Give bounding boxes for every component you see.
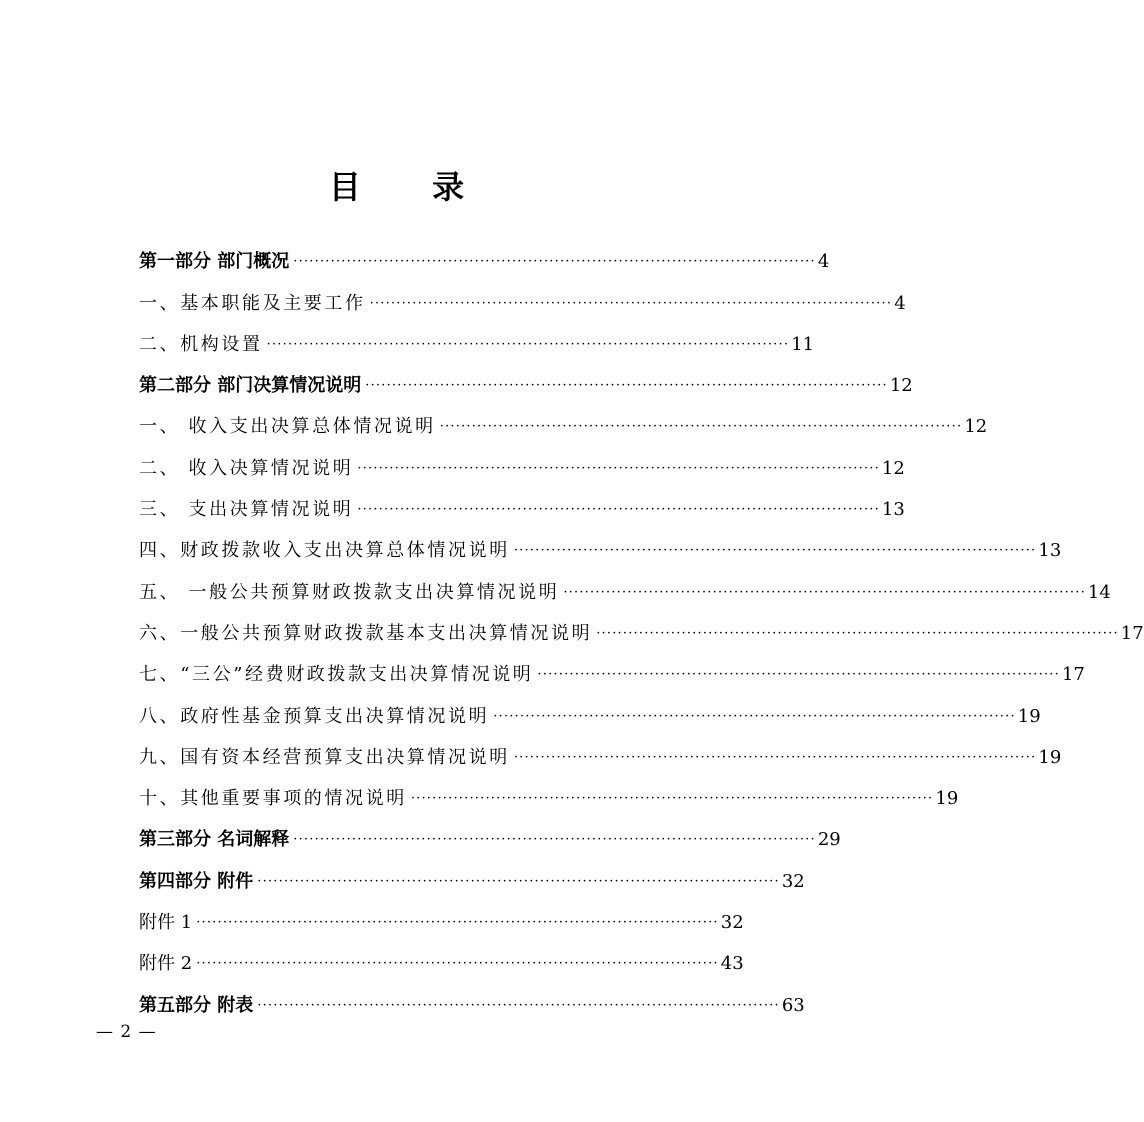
toc-entry[interactable] (139, 935, 744, 976)
toc-entry[interactable] (139, 439, 905, 480)
toc-entry-label: 一、基本职能及主要工作 (139, 292, 366, 314)
toc-entry-page: 19 (935, 788, 959, 810)
toc-entry-label: 第四部分 附件 (139, 870, 254, 892)
toc-entry[interactable] (139, 976, 805, 1017)
toc-leader-dots: ·································································································· (596, 625, 1119, 641)
toc-entry-label: 二、机构设置 (139, 333, 263, 355)
toc-leader-dots: ·································································································· (537, 667, 1060, 683)
toc-leader-dots: ·································································································· (257, 997, 780, 1013)
toc-entry[interactable] (139, 274, 906, 315)
toc-leader-dots: ·································································································· (293, 254, 816, 270)
toc-entry-page: 12 (964, 416, 988, 438)
toc-entry-page: 13 (881, 499, 905, 521)
toc-entry[interactable] (139, 481, 905, 522)
toc-entry-label: 三、 支出决算情况说明 (139, 499, 354, 521)
toc-entry-label: 一、 收入支出决算总体情况说明 (139, 416, 436, 438)
toc-entry[interactable] (139, 811, 841, 852)
toc-entry-label: 第二部分 部门决算情况说明 (139, 375, 362, 397)
toc-entry-page: 14 (1087, 581, 1111, 603)
toc-leader-dots: ·································································································· (266, 336, 790, 352)
toc-leader-dots: ·································································································· (293, 832, 816, 848)
toc-leader-dots: ·································································································· (513, 749, 1037, 765)
toc-entry[interactable] (139, 687, 1041, 728)
toc-entry-page: 19 (1038, 746, 1062, 768)
toc-entry-page: 4 (817, 251, 830, 273)
toc-entry-label: 八、政府性基金预算支出决算情况说明 (139, 705, 490, 727)
toc-entry-label: 第一部分 部门概况 (139, 251, 290, 273)
toc-entry-label: 六、一般公共预算财政拨款基本支出决算情况说明 (139, 622, 593, 644)
toc-entry-page: 32 (720, 912, 744, 934)
toc-entry[interactable] (139, 729, 1062, 770)
toc-entry-label: 附件 1 (139, 912, 193, 934)
toc-entry[interactable] (139, 522, 1062, 563)
toc-entry-label: 十、其他重要事项的情况说明 (139, 788, 407, 810)
toc-entry[interactable] (139, 563, 1111, 604)
toc-entry-page: 43 (720, 953, 744, 975)
toc-entry-label: 二、 收入决算情况说明 (139, 457, 354, 479)
toc-leader-dots: ·································································································· (196, 915, 719, 931)
toc-entry[interactable] (139, 233, 830, 274)
toc-leader-dots: ·································································································· (357, 502, 880, 518)
toc-entry-page: 13 (1038, 540, 1062, 562)
page-number: — 2 — (96, 1022, 157, 1042)
toc-entry-label: 四、财政拨款收入支出决算总体情况说明 (139, 540, 510, 562)
toc-entry-page: 29 (817, 829, 841, 851)
toc-entry-page: 19 (1017, 705, 1041, 727)
page-title: 目 录 (328, 168, 495, 207)
toc-leader-dots: ·································································································· (365, 378, 888, 394)
toc-entry-label: 九、国有资本经营预算支出决算情况说明 (139, 746, 510, 768)
toc-entry-label: 五、 一般公共预算财政拨款支出决算情况说明 (139, 581, 560, 603)
toc-entry-page: 12 (889, 375, 913, 397)
toc-entry-page: 4 (894, 292, 906, 314)
toc-entry-page: 12 (881, 457, 905, 479)
toc-leader-dots: ·································································································· (410, 791, 934, 807)
toc-entry[interactable] (139, 316, 815, 357)
toc-leader-dots: ·································································································· (439, 419, 963, 435)
toc-entry[interactable] (139, 894, 744, 935)
toc-leader-dots: ·································································································· (513, 543, 1037, 559)
toc-entry-label: 第五部分 附表 (139, 994, 254, 1016)
toc-entry-page: 63 (781, 994, 805, 1016)
toc-leader-dots: ·································································································· (357, 460, 880, 476)
toc-leader-dots: ·································································································· (257, 873, 780, 889)
toc-entry-label: 第三部分 名词解释 (139, 829, 290, 851)
toc-leader-dots: ·································································································· (196, 956, 719, 972)
toc-leader-dots: ·································································································· (493, 708, 1016, 724)
table-of-contents (139, 233, 1144, 1018)
toc-entry[interactable] (139, 398, 988, 439)
toc-entry-label: 七、“三公”经费财政拨款支出决算情况说明 (139, 664, 534, 686)
toc-entry[interactable] (139, 605, 1144, 646)
toc-entry[interactable] (139, 646, 1085, 687)
toc-leader-dots: ·································································································· (369, 295, 893, 311)
toc-entry-page: 17 (1120, 622, 1144, 644)
toc-entry-page: 11 (791, 333, 815, 355)
toc-entry-label: 附件 2 (139, 953, 193, 975)
toc-entry-page: 32 (781, 870, 805, 892)
toc-leader-dots: ·································································································· (563, 584, 1086, 600)
toc-entry-page: 17 (1061, 664, 1085, 686)
toc-entry[interactable] (139, 770, 959, 811)
toc-entry[interactable] (139, 357, 913, 398)
toc-entry[interactable] (139, 852, 805, 893)
